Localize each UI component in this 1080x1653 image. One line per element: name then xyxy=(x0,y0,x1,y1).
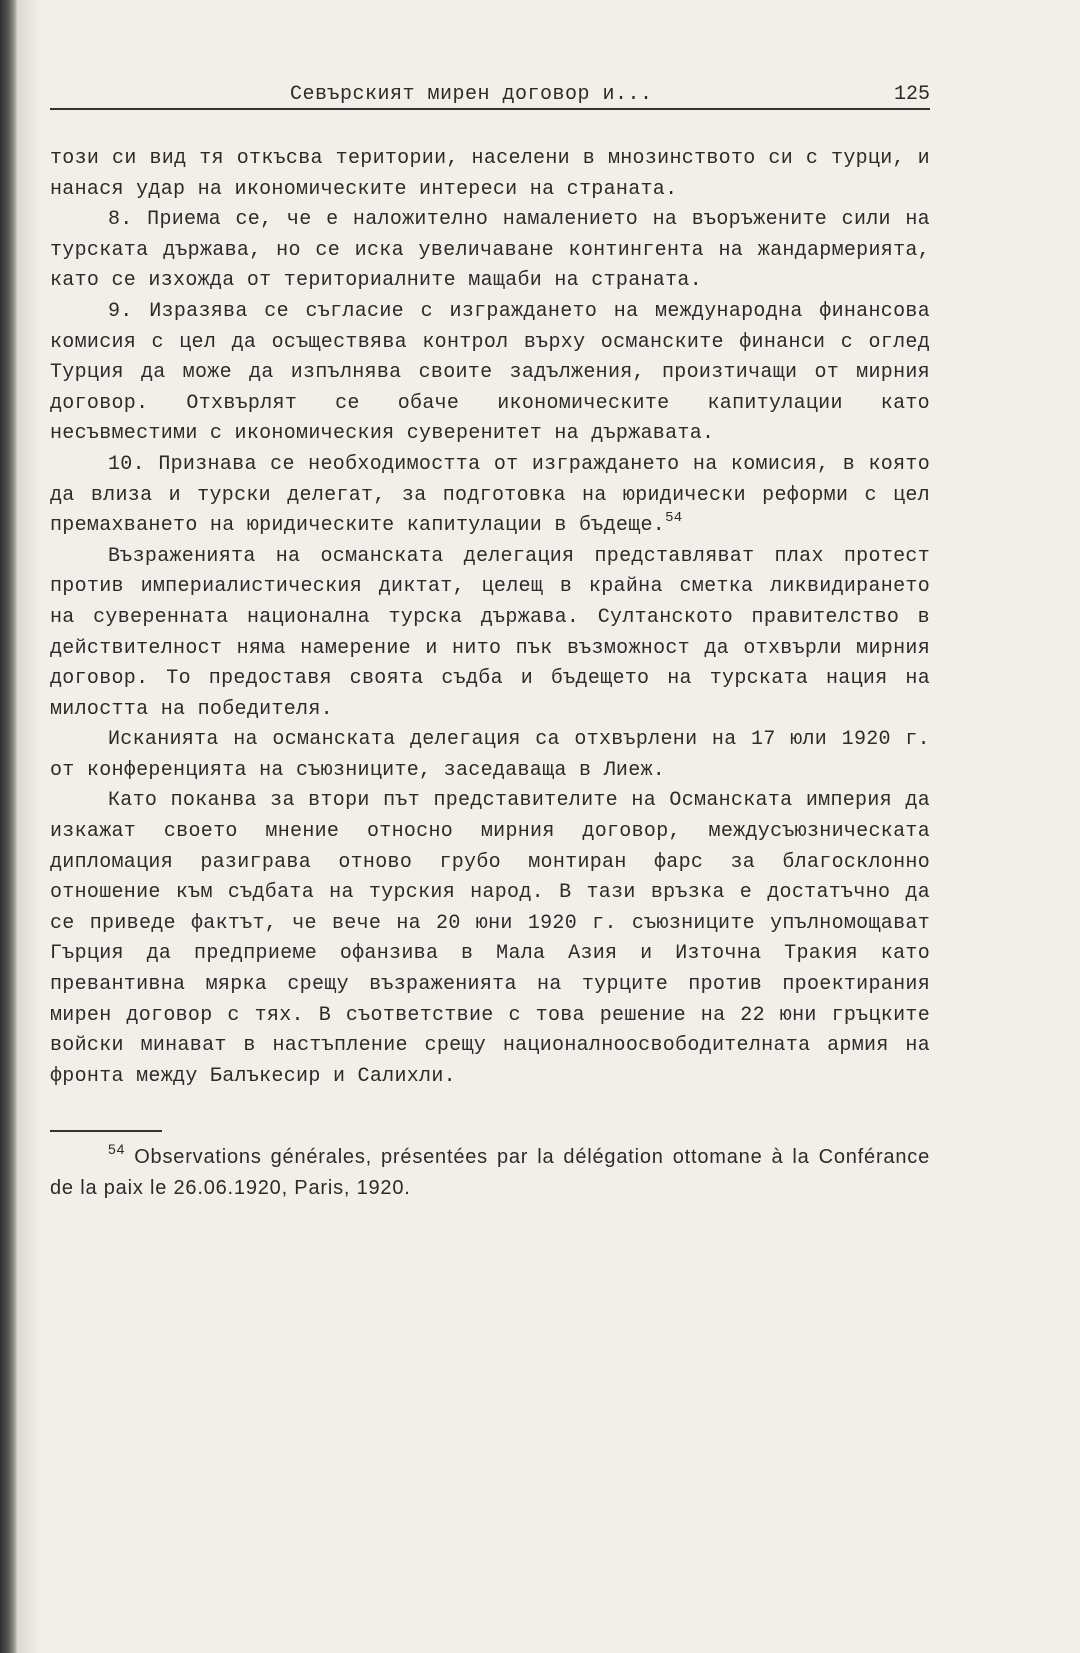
paragraph-point-9: 9. Изразява се съгласие с изграждането на международна финансова комисия с цел да осъществява контрол върху османските финанси с оглед Турция да може да изпълнява своите задължения, произтичащи от мирния договор. Отхвърлят се обаче икономическите капитулации като несъвместими с икономическия суверенитет на държавата. xyxy=(50,299,930,446)
book-page xyxy=(50,76,930,1224)
paragraph-rejection: Исканията на османската делегация са отхвърлени на 17 юли 1920 г. от конференцията на съюзниците, заседаваща в Лиеж. xyxy=(50,728,930,782)
paragraph-point-10 xyxy=(50,450,930,542)
footnote xyxy=(50,1142,930,1204)
paragraph-diplomacy: Като поканва за втори път представителите на Османската империя да изкажат своето мнение относно мирния договор, междусъюзническата дипломация разиграва отново грубо монтиран фарс за благосклонно отношение към съдбата на турския народ. В тази връзка е достатъчно да се приведе фактът, че вече на 20 юни 1920 г. съюзниците упълномощават Гърция да предприеме офанзива в Мала Азия и Източна Тракия като превантивна мярка срещу възраженията на турците против проектирания мирен договор с тях. В съответствие с това решение на 22 юни гръцките войски минават в настъпление срещу националноосвободителната армия на фронта между Балъкесир и Салихли. xyxy=(50,789,930,1088)
page-number: 125 xyxy=(893,83,930,106)
book-spine-shadow xyxy=(0,0,18,1653)
paragraph-objections: Възраженията на османската делегация представляват плах протест против империалистическия диктат, целещ в крайна сметка ликвидирането на суверенната национална турска държава. Султанското правителство в действителност няма намерение и нито пък възможност да отхвърли мирния договор. То предоставя своята съдба и бъдещето на турската нация на милостта на победителя. xyxy=(50,544,930,721)
footnote-rule xyxy=(50,1130,162,1132)
footnote-text: Observations générales, présentées par la délégation ottomane à la Conférance de la paix le 26.06.1920, Paris, 1920. xyxy=(50,1146,930,1200)
paragraph-point-10-text: 10. Признава се необходимостта от изграждането на комисия, в която да влиза и турски делегат, за подготовка на юридически реформи с цел премахването на юридическите капитулации в бъдеще. xyxy=(50,452,930,538)
gutter-shading xyxy=(18,0,40,1653)
footnote-number: 54 xyxy=(108,1141,126,1158)
running-title: Севърският мирен договор и... xyxy=(290,83,653,106)
footnote-reference: 54 xyxy=(665,510,683,527)
paragraph-continuation: този си вид тя откъсва територии, населени в мнозинството си с турци, и нанася удар на икономическите интереси на страната. xyxy=(50,147,930,201)
body-text xyxy=(50,144,930,1092)
running-head xyxy=(50,76,930,110)
paragraph-point-8: 8. Приема се, че е наложително намалението на въоръжените сили на турската държава, но се иска увеличаване контингента на жандармерията, като се изхожда от териториалните мащаби на страната. xyxy=(50,208,930,293)
